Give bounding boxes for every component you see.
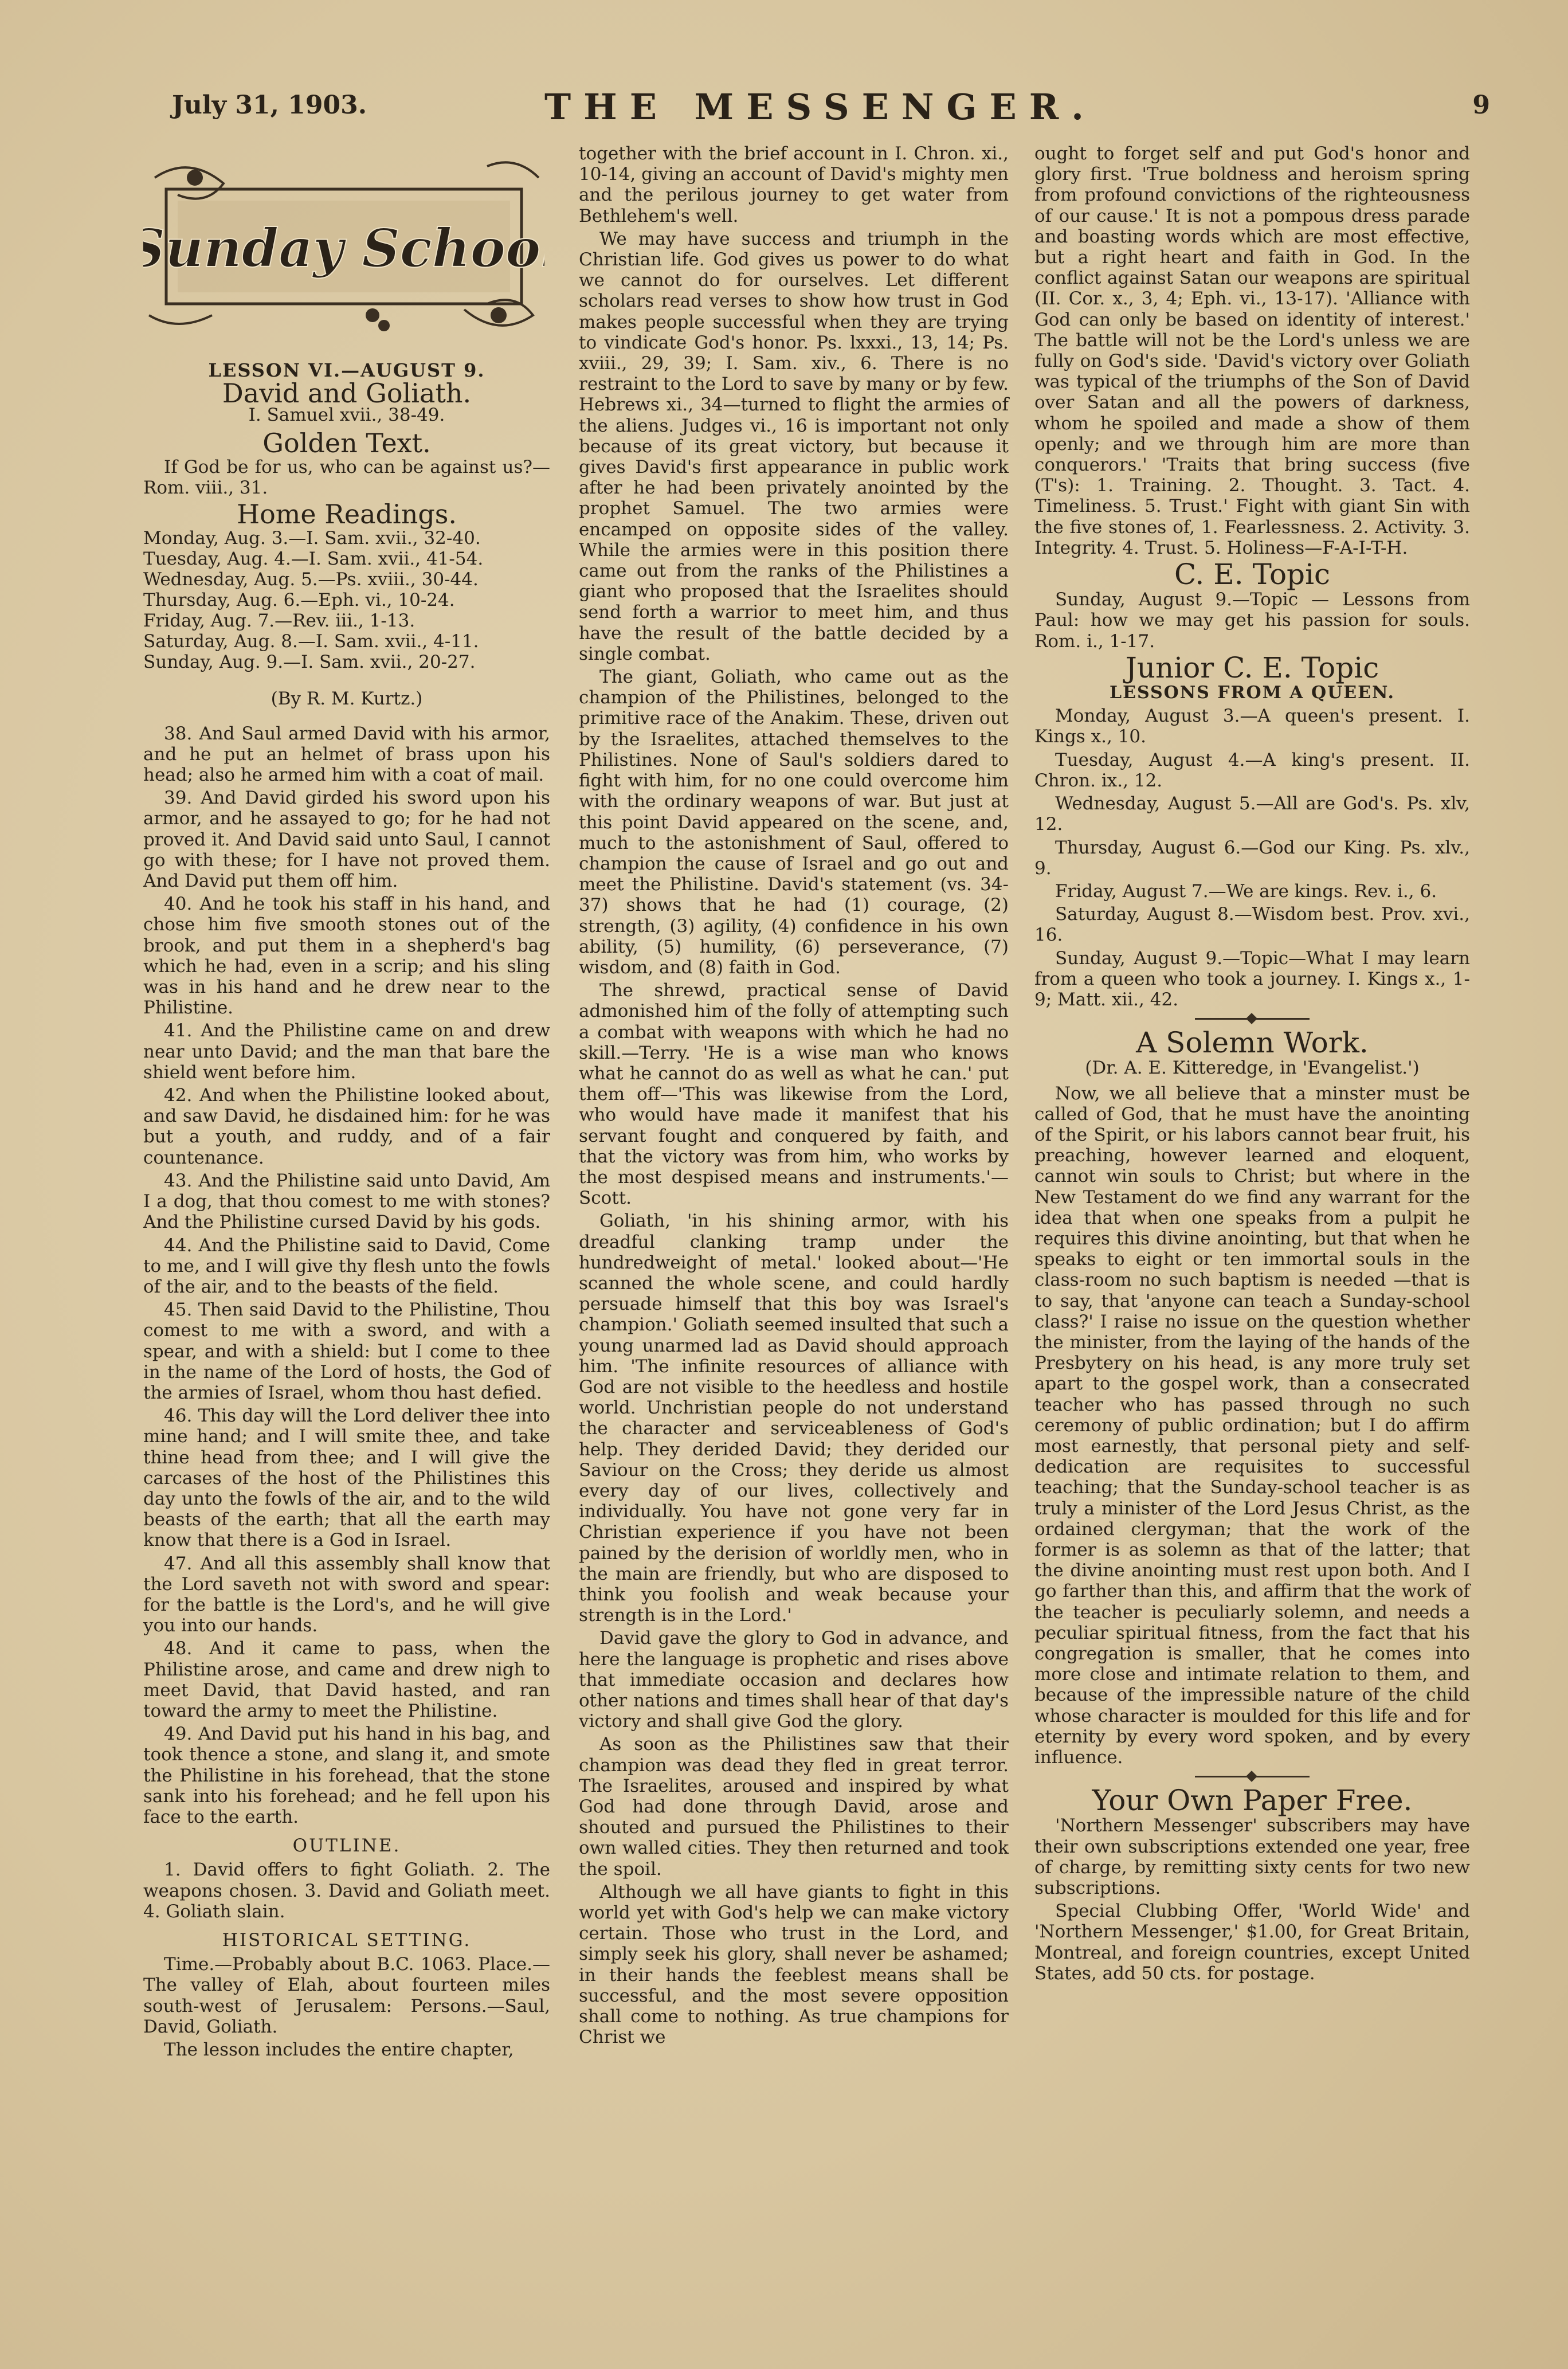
golden-text-title: Golden Text. (262, 427, 431, 459)
verse: 39. And David girded his sword upon his armor, and he assayed to go; for he had not proved it. And David said unto Saul, I cannot go with these; for I have not proved them. And David put them off him. (143, 788, 550, 892)
verse: 49. And David put his hand in his bag, and took thence a stone, and slang it, and smote the Philistine in his forehead, that the stone sank into his forehead; and he fell upon his face to the earth. (143, 1724, 550, 1827)
sunday-school-logo-art (143, 143, 544, 350)
junior-item: Saturday, August 8.—Wisdom best. Prov. xvi., 16. (1034, 904, 1470, 946)
section-divider (1195, 1018, 1310, 1024)
paragraph: Goliath, 'in his shining armor, with his dreadful clanking tramp under the hundredweight of metal.' looked about—'He scanned the whole scene, and could hardly persuade himself that this boy was Israel's champion.' Goliath seemed insulted that such a young unarmed lad as David should approach him. 'The infinite resources of alliance with God are not visible to the heedless and hostile world. Unchristian people do not understand the character and serviceableness of God's help. They derided David; they derided our Saviour on the Cross; they deride us almost every day of our lives, collectively and individually. You have not gone very far in Christian experience if you have not been pained by the derision of worldly men, who in the main are friendly, but who are disposed to think you foolish and weak because your strength is in the Lord.' (579, 1211, 1009, 1626)
junior-item: Tuesday, August 4.—A king's present. II. Chron. ix., 12. (1034, 749, 1470, 791)
lesson-byline: (By R. M. Kurtz.) (271, 688, 423, 710)
own-paper-title: Your Own Paper Free. (1092, 1784, 1413, 1818)
verse: 41. And the Philistine came on and drew near unto David; and the man that bare the shield went before him. (143, 1020, 550, 1083)
lesson-title: David and Goliath. (222, 378, 472, 409)
own-paper-text: 'Northern Messenger' subscribers may have their own subscriptions extended one year, free of charge, by remitting sixty cents for two new subscriptions. (1034, 1815, 1470, 1899)
column-1 (143, 143, 550, 2062)
own-paper-text-2: Special Clubbing Offer, 'World Wide' and 'Northern Messenger,' $1.00, for Great Britain, Montreal, and foreign countries, except United States, add 50 cts. for postage. (1034, 1901, 1470, 1984)
paragraph: together with the brief account in I. Chron. xi., 10-14, giving an account of David's mighty men and the perilous journey to get water from Bethlehem's well. (579, 143, 1009, 226)
historical-title: HISTORICAL SETTING. (222, 1930, 472, 1951)
page-number: 9 (1472, 91, 1490, 120)
column-2 (579, 143, 1009, 2050)
historical-text-2: The lesson includes the entire chapter, (164, 2039, 514, 2061)
verse: 44. And the Philistine said to David, Come to me, and I will give thy flesh unto the fowls of the air, and to the beasts of the field. (143, 1235, 550, 1297)
paragraph: We may have success and triumph in the Christian life. God gives us power to do what we cannot do for ourselves. Let different scholars read verses to show how trust in God makes people successful when they are trying to vindicate God's honor. Ps. lxxxi., 13, 14; Ps. xviii., 29, 39; I. Sam. xiv., 6. There is no restraint to the Lord to save by many or by few. Hebrews xi., 34—turned to flight the armies of the aliens. Judges vi., 16 is important not only because of its great victory, but because it gives David's first appearance in public work after he had been privately anointed by the prophet Samuel. The two armies were encamped on opposite sides of the valley. While the armies were in this position there came out from the ranks of the Philistines a giant who proposed that the Israelites should send forth a warrior to meet him, and thus have the result of the battle decided by a single combat. (579, 228, 1009, 664)
ce-topic-text: Sunday, August 9.—Topic — Lessons from Paul: how we may get his passion for souls. Rom. i., 1-17. (1034, 589, 1470, 652)
junior-ce-title: Junior C. E. Topic (1125, 651, 1379, 684)
page-header (172, 86, 1490, 132)
reading-item: Monday, Aug. 3.—I. Sam. xvii., 32-40. (143, 528, 481, 549)
reading-item: Sunday, Aug. 9.—I. Sam. xvii., 20-27. (143, 652, 476, 673)
solemn-work-byline: (Dr. A. E. Kitteredge, in 'Evangelist.') (1085, 1058, 1420, 1079)
sunday-school-logo (143, 143, 544, 350)
paragraph: ought to forget self and put God's honor and glory first. 'True boldness and heroism spring from profound convictions of the righteousness of our cause.' It is not a pompous dress parade and boasting words which are most effective, but a right heart and faith in God. In the conflict against Satan our weapons are spiritual (II. Cor. x., 3, 4; Eph. vi., 13-17). 'Alliance with God can only be based on identity of interest.' The battle will not be the Lord's unless we are fully on God's side. 'David's victory over Goliath was typical of the triumphs of the Son of David over Satan and all the powers of darkness, whom he spoiled and made a show of them openly; and we through him are more than conquerors.' 'Traits that bring success (five (T's): 1. Training. 2. Thought. 3. Tact. 4. Timeliness. 5. Trust.' Fight with giant Sin with the five stones of, 1. Fearlessness. 2. Activity. 3. Integrity. 4. Trust. 5. Holiness—F-A-I-T-H. (1034, 143, 1470, 558)
reading-item: Wednesday, Aug. 5.—Ps. xviii., 30-44. (143, 569, 479, 590)
lesson-reference: I. Samuel xvii., 38-49. (248, 405, 445, 426)
masthead-title: THE MESSENGER. (544, 86, 1096, 128)
junior-item: Monday, August 3.—A queen's present. I. Kings x., 10. (1034, 706, 1470, 747)
verse: 48. And it came to pass, when the Philistine arose, and came and drew nigh to meet David, that David hasted, and ran toward the army to meet the Philistine. (143, 1638, 550, 1721)
outline-text: 1. David offers to fight Goliath. 2. The weapons chosen. 3. David and Goliath meet. 4. Goliath slain. (143, 1859, 550, 1922)
junior-item: Wednesday, August 5.—All are God's. Ps. xlv, 12. (1034, 793, 1470, 835)
home-readings-title: Home Readings. (236, 499, 457, 530)
verse: 42. And when the Philistine looked about, and saw David, he disdained him: for he was but a youth, and ruddy, and of a fair countenance. (143, 1085, 550, 1168)
verse: 40. And he took his staff in his hand, and chose him five smooth stones out of the brook, and put them in a shepherd's bag which he had, even in a scrip; and his sling was in his hand and he drew near to the Philistine. (143, 894, 550, 1019)
reading-item: Saturday, Aug. 8.—I. Sam. xvii., 4-11. (143, 631, 479, 652)
solemn-work-text: Now, we all believe that a minster must be called of God, that he must have the anointing of the Spirit, or his labors cannot bear fruit, his preaching, however learned and eloquent, cannot win souls to Christ; but where in the New Testament do we find any warrant for the idea that when one speaks from a pulpit he requires this divine anointing, but that when he speaks to eight or ten immortal souls in the class-room no such baptism is needed —that is to say, that 'anyone can teach a Sunday-school class?' I raise no issue on the question whether the minister, from the laying of the hands of the Presbytery on his head, is any more truly set apart to the gospel work, than a consecrated teacher who has passed through no such ceremony of public ordination; but I do affirm most earnestly, that personal piety and self-dedication are requisites to successful teaching; that the Sunday-school teacher is as truly a minister of the Lord Jesus Christ, as the ordained clergyman; that the work of the former is as solemn as that of the latter; that the divine anointing must rest upon both. And I go farther than this, and affirm that the work of the teacher is peculiarly solemn, and needs a peculiar spiritual fitness, from the fact that his congregation is smaller, that he comes into more close and intimate relation to them, and because of the impressible nature of the child whose character is moulded for this life and for eternity by every word spoken, and by every influence. (1034, 1083, 1470, 1768)
reading-item: Friday, Aug. 7.—Rev. iii., 1-13. (143, 610, 415, 632)
home-readings-list (143, 528, 550, 672)
paragraph: Although we all have giants to fight in this world yet with God's help we can make victory certain. Those who trust in the Lord, and simply seek his glory, shall never be ashamed; in their hands the feeblest means shall be successful, and the most severe opposition shall come to nothing. As true champions for Christ we (579, 1881, 1009, 2048)
junior-item: Sunday, August 9.—Topic—What I may learn from a queen who took a journey. I. Kings x., 1-9; Matt. xii., 42. (1034, 947, 1470, 1010)
paragraph: The shrewd, practical sense of David admonished him of the folly of attempting such a combat with weapons with which he had no skill.—Terry. 'He is a wise man who knows what he cannot do as well as what he can.' put them off—'This was likewise from the Lord, who would have made it manifest that his servant fought and conquered by faith, and that the victory was from him, who works by the most despised means and instruments.'—Scott. (579, 980, 1009, 1209)
reading-item: Tuesday, Aug. 4.—I. Sam. xvii., 41-54. (143, 549, 484, 570)
outline-title: OUTLINE. (292, 1835, 401, 1857)
verse: 38. And Saul armed David with his armor, and he put an helmet of brass upon his head; also he armed him with a coat of mail. (143, 723, 550, 786)
reading-item: Thursday, Aug. 6.—Eph. vi., 10-24. (143, 590, 455, 611)
column-3 (1034, 143, 1470, 1986)
junior-item: Thursday, August 6.—God our King. Ps. xlv., 9. (1034, 837, 1470, 879)
paragraph: David gave the glory to God in advance, and here the language is prophetic and rises above that immediate occasion and declares how other nations and times shall hear of that day's victory and shall give God the glory. (579, 1628, 1009, 1732)
historical-text: Time.—Probably about B.C. 1063. Place.—The valley of Elah, about fourteen miles south-west of Jerusalem: Persons.—Saul, David, Goliath. (143, 1954, 550, 2037)
section-divider (1195, 1776, 1310, 1782)
junior-item: Friday, August 7.—We are kings. Rev. i., 6. (1055, 880, 1437, 902)
paragraph: As soon as the Philistines saw that their champion was dead they fled in great terror. The Israelites, aroused and inspired by what God had done through David, arose and shouted and pursued the Philistines to their own walled cities. They then returned and took the spoil. (579, 1734, 1009, 1879)
paragraph: The giant, Goliath, who came out as the champion of the Philistines, belonged to the primitive race of the Anakim. These, driven out by the Israelites, attached themselves to the Philistines. None of Saul's soldiers dared to fight with him, for no one could overcome him with the ordinary weapons of war. But just at this point David appeared on the scene, and, much to the astonishment of Saul, offered to champion the cause of Israel and go out and meet the Philistine. David's statement (vs. 34-37) shows that he had (1) courage, (2) strength, (3) agility, (4) confidence in his own ability, (5) humility, (6) perseverance, (7) wisdom, and (8) faith in God. (579, 667, 1009, 978)
ce-topic-title: C. E. Topic (1174, 558, 1331, 592)
lesson-number: LESSON VI.—AUGUST 9. (208, 359, 485, 381)
verse: 46. This day will the Lord deliver thee into mine hand; and I will smite thee, and take thine head from thee; and I will give the carcases of the host of the Philistines this day unto the fowls of the air, and to the wild beasts of the earth; that all the earth may know that there is a God in Israel. (143, 1405, 550, 1551)
golden-text: If God be for us, who can be against us?—Rom. viii., 31. (143, 456, 550, 499)
verse: 47. And all this assembly shall know that the Lord saveth not with sword and spear: for the battle is the Lord's, and he will give you into our hands. (143, 1553, 550, 1636)
solemn-work-title: A Solemn Work. (1136, 1026, 1369, 1060)
verse: 45. Then said David to the Philistine, Thou comest to me with a sword, and with a spear, and with a shield: but I come to thee in the name of the Lord of hosts, the God of the armies of Israel, whom thou hast defied. (143, 1299, 550, 1403)
junior-ce-subtitle: LESSONS FROM A QUEEN. (1109, 683, 1395, 703)
verse: 43. And the Philistine said unto David, Am I a dog, that thou comest to me with stones? And the Philistine cursed David by his gods. (143, 1170, 550, 1233)
logo-text: Sunday School (143, 217, 544, 279)
issue-date: July 31, 1903. (172, 91, 367, 120)
